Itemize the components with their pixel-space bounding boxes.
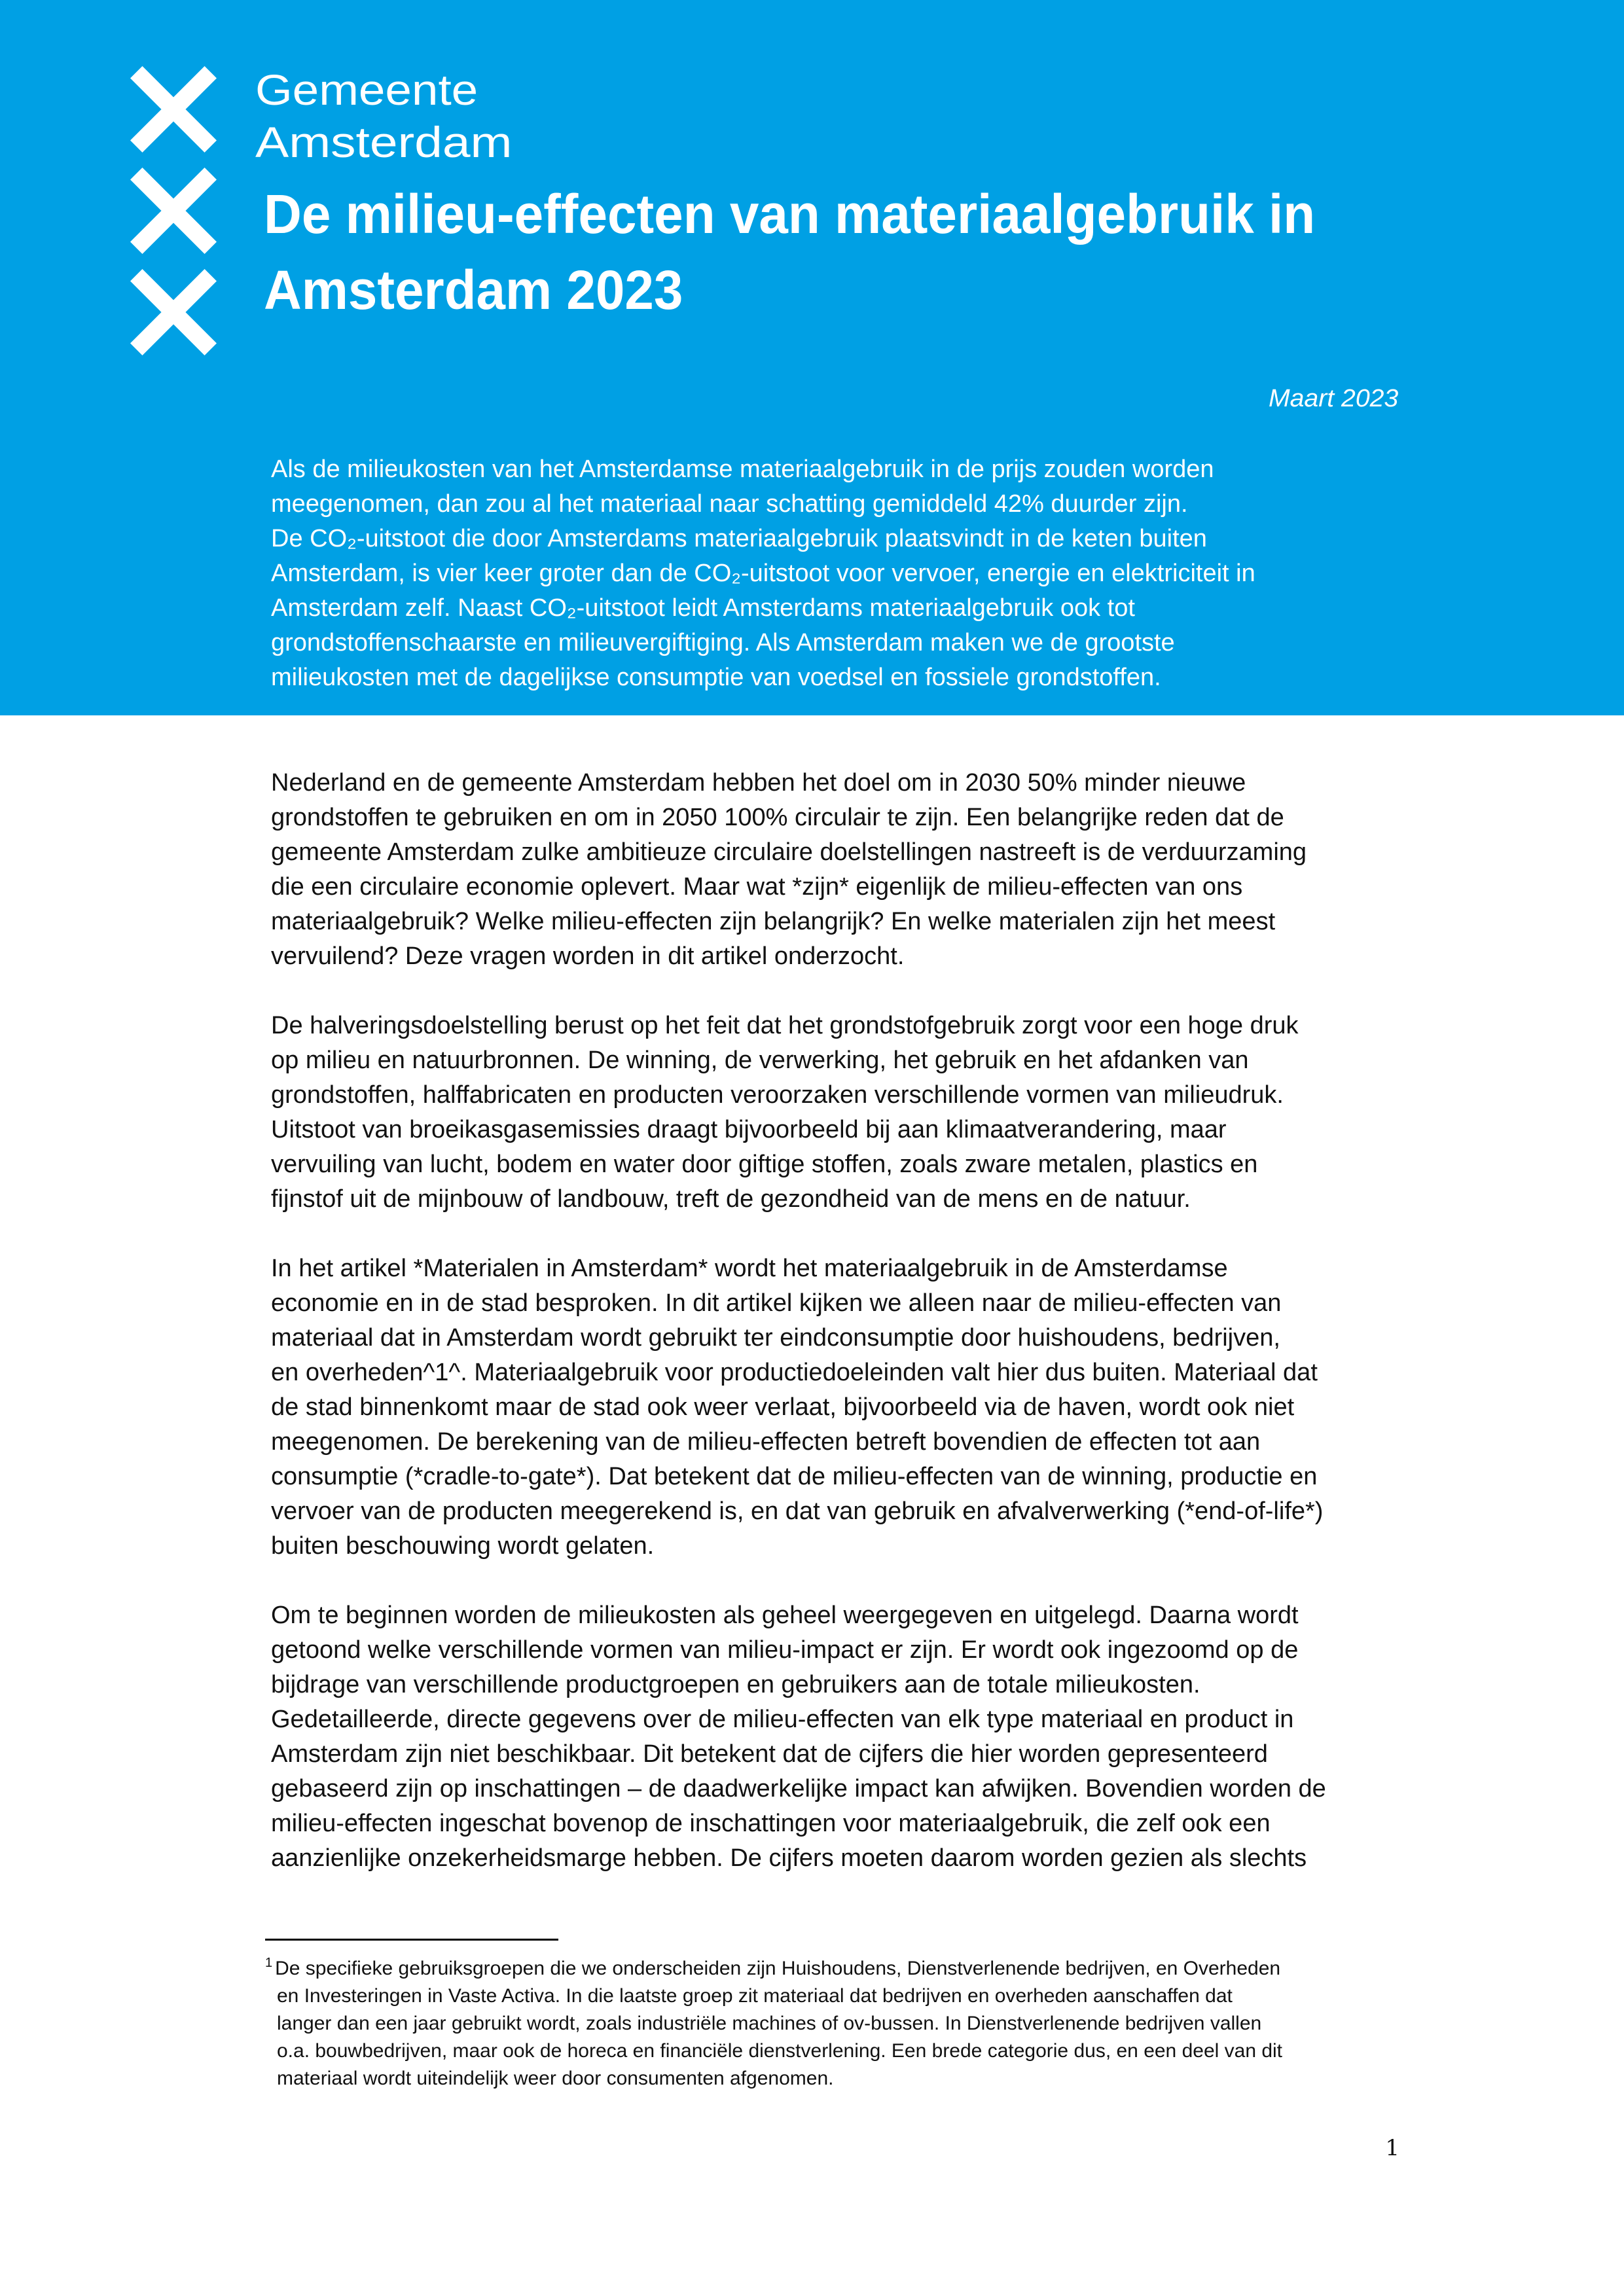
text-line: grondstoffen te gebruiken en om in 2050 100% circulair te zijn. Een belangrijke reden dat de: [271, 804, 1284, 831]
text-line: vervuiling van lucht, bodem en water door giftige stoffen, zoals zware metalen, plastics en: [271, 1151, 1258, 1178]
body-paragraph: [271, 1251, 1323, 1564]
logo-wordmark: [255, 63, 513, 168]
text-line: fijnstof uit de mijnbouw of landbouw, treft de gezondheid van de mens en de natuur.: [271, 1185, 1191, 1213]
text-line: milieu-effecten ingeschat bovenop de inschattingen voor materiaalgebruik, die zelf ook een: [271, 1810, 1271, 1837]
text-line: meegenomen. De berekening van de milieu-effecten betreft bovendien de effecten tot aan: [271, 1428, 1261, 1456]
text-line: Amsterdam zijn niet beschikbaar. Dit betekent dat de cijfers die hier worden gepresenteerd: [271, 1740, 1268, 1768]
text-line: vervuilend? Deze vragen worden in dit artikel onderzocht.: [271, 942, 905, 970]
body-paragraph: [271, 1598, 1326, 1876]
text-line: en overheden^1^. Materiaalgebruik voor productiedoeleinden valt hier dus buiten. Materiaal dat: [271, 1359, 1318, 1386]
footnotes: [265, 1955, 1282, 2092]
text-line: consumptie (*cradle-to-gate*). Dat betekent dat de milieu-effecten van de winning, productie en: [271, 1463, 1318, 1490]
header-band: [0, 0, 1624, 715]
intro-line: Amsterdam, is vier keer groter dan de CO₂-uitstoot voor vervoer, energie en elektriciteit in: [271, 560, 1255, 587]
page-title: [264, 176, 1367, 328]
footnote-line: [265, 1955, 1282, 1982]
text-line: De halveringsdoelstelling berust op het feit dat het grondstofgebruik zorgt voor een hoge druk: [271, 1012, 1299, 1039]
text-line: vervoer van de producten meegerekend is, en dat van gebruik en afvalverwerking (*end-of-life*): [271, 1498, 1324, 1525]
text-line: aanzienlijke onzekerheidsmarge hebben. De cijfers moeten daarom worden gezien als slechts: [271, 1844, 1307, 1872]
intro-summary: [271, 452, 1255, 695]
body-paragraph: [271, 1009, 1299, 1217]
body-paragraph: [271, 766, 1307, 974]
text-line: materiaalgebruik? Welke milieu-effecten zijn belangrijk? En welke materialen zijn het meest: [271, 908, 1276, 935]
text-line: de stad binnenkomt maar de stad ook weer verlaat, bijvoorbeeld via de haven, wordt ook niet: [271, 1393, 1295, 1421]
text-line: Om te beginnen worden de milieukosten als geheel weergegeven en uitgelegd. Daarna wordt: [271, 1602, 1299, 1629]
publication-date: Maart 2023: [1268, 385, 1398, 412]
andreas-cross-icon: [130, 66, 217, 152]
footnote-separator: [265, 1939, 558, 1941]
intro-line: grondstoffenschaarste en milieuvergiftiging. Als Amsterdam maken we de grootste: [271, 629, 1175, 656]
footnote-line: langer dan een jaar gebruikt wordt, zoals industriële machines of ov-bussen. In Dienstverlenende bedrijven vallen: [277, 2013, 1262, 2034]
text-line: bijdrage van verschillende productgroepen en gebruikers aan de totale milieukosten.: [271, 1671, 1200, 1698]
title-line-2: Amsterdam 2023: [264, 259, 683, 321]
intro-line: milieukosten met de dagelijkse consumptie van voedsel en fossiele grondstoffen.: [271, 664, 1161, 691]
text-line: die een circulaire economie oplevert. Maar wat *zijn* eigenlijk de milieu-effecten van ons: [271, 873, 1243, 901]
intro-line: Amsterdam zelf. Naast CO₂-uitstoot leidt Amsterdams materiaalgebruik ook tot: [271, 594, 1135, 622]
andreas-cross-icon: [130, 269, 217, 355]
text-line: In het artikel *Materialen in Amsterdam* wordt het materiaalgebruik in de Amsterdamse: [271, 1255, 1228, 1282]
text-line: gebaseerd zijn op inschattingen – de daadwerkelijke impact kan afwijken. Bovendien worden de: [271, 1775, 1326, 1803]
footnote-marker: 1: [265, 1956, 273, 1970]
text-line: gemeente Amsterdam zulke ambitieuze circulaire doelstellingen nastreeft is de verduurzaming: [271, 838, 1307, 866]
text-line: buiten beschouwing wordt gelaten.: [271, 1532, 655, 1560]
intro-line: meegenomen, dan zou al het materiaal naar schatting gemiddeld 42% duurder zijn.: [271, 490, 1188, 518]
intro-line: Als de milieukosten van het Amsterdamse materiaalgebruik in de prijs zouden worden: [271, 456, 1214, 483]
intro-line: De CO₂-uitstoot die door Amsterdams materiaalgebruik plaatsvindt in de keten buiten: [271, 525, 1207, 552]
page-number: 1: [1385, 2135, 1399, 2161]
footnote-line: en Investeringen in Vaste Activa. In die laatste groep zit materiaal dat bedrijven en overheden aanschaffen dat: [277, 1985, 1233, 2007]
footnote-line: materiaal wordt uiteindelijk weer door consumenten afgenomen.: [277, 2068, 834, 2089]
text-line: op milieu en natuurbronnen. De winning, de verwerking, het gebruik en het afdanken van: [271, 1047, 1249, 1074]
text-line: economie en in de stad besproken. In dit artikel kijken we alleen naar de milieu-effecten van: [271, 1289, 1282, 1317]
title-line-1: De milieu-effecten van materiaalgebruik in: [264, 183, 1316, 245]
logo-line-gemeente: Gemeente: [255, 65, 478, 114]
andreas-cross-icon: [130, 168, 217, 254]
text-line: getoond welke verschillende vormen van milieu-impact er zijn. Er wordt ook ingezoomd op de: [271, 1636, 1299, 1664]
text-line: materiaal dat in Amsterdam wordt gebruikt ter eindconsumptie door huishoudens, bedrijven,: [271, 1324, 1280, 1352]
logo-line-amsterdam: Amsterdam: [255, 118, 513, 166]
footnote-text: De specifieke gebruiksgroepen die we onderscheiden zijn Huishoudens, Dienstverlenende bedrijven, en Overheden: [275, 1958, 1281, 1979]
text-line: Nederland en de gemeente Amsterdam hebben het doel om in 2030 50% minder nieuwe: [271, 769, 1246, 797]
text-line: Uitstoot van broeikasgasemissies draagt bijvoorbeeld bij aan klimaatverandering, maar: [271, 1116, 1227, 1143]
text-line: Gedetailleerde, directe gegevens over de milieu-effecten van elk type materiaal en product in: [271, 1706, 1294, 1733]
text-line: grondstoffen, halffabricaten en producten veroorzaken verschillende vormen van milieudruk.: [271, 1081, 1284, 1109]
footnote-line: o.a. bouwbedrijven, maar ook de horeca en financiële dienstverlening. Een brede categorie dus, en een deel van dit: [277, 2040, 1283, 2062]
